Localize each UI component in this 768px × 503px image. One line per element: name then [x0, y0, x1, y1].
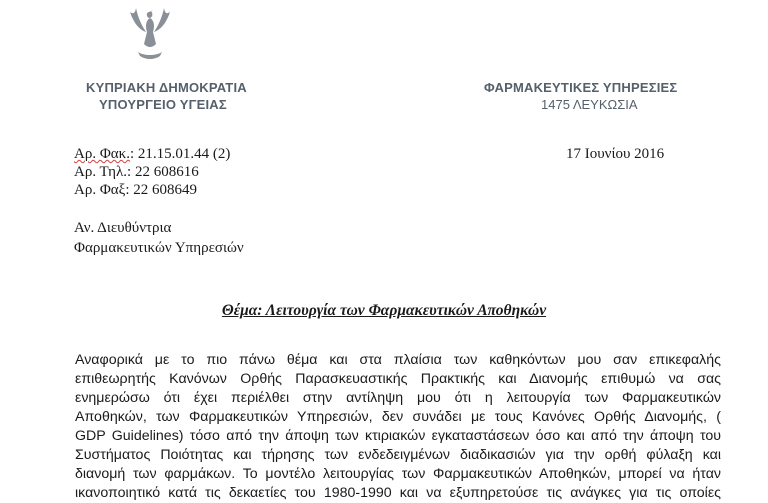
- fax-reference: Αρ. Φαξ: 22 608649: [74, 182, 197, 198]
- letter-date: 17 Ιουνίου 2016: [566, 146, 665, 162]
- letterhead-country: ΚΥΠΡΙΑΚΗ ΔΗΜΟΚΡΑΤΙΑ: [86, 80, 247, 95]
- body-line: GDP Guidelines) τόσο από την άποψη των κτιριακών εγκαταστάσεων όσο και από την άποψη του: [75, 428, 721, 444]
- letterhead-address: 1475 ΛΕΥΚΩΣΙΑ: [541, 97, 638, 112]
- body-line: επιθεωρητής Κανόνων Ορθής Παρασκευαστικής Πρακτικής και Διανομής επιθυμώ να σας: [75, 371, 721, 387]
- file-reference: Αρ. Φακ.: 21.15.01.44 (2): [74, 146, 231, 162]
- coat-of-arms-emblem: [124, 2, 176, 62]
- recipient-title: Αν. Διευθύντρια: [74, 220, 172, 236]
- letterhead-ministry: ΥΠΟΥΡΓΕΙΟ ΥΓΕΙΑΣ: [99, 97, 227, 112]
- body-line: Αναφορικά με το πιο πάνω θέμα και στα πλαίσια των καθηκόντων μου σαν επικεφαλής: [75, 352, 721, 368]
- recipient-department: Φαρμακευτικών Υπηρεσιών: [74, 240, 244, 256]
- body-line: ενημερώσω ότι έχει περιέλθει στην αντίληψη μου ότι η λειτουργία των Φαρμακευτικών: [75, 390, 721, 406]
- body-line: Συστήματος Ποιότητας και τήρησης των ενδεδειγμένων διαδικασιών για την ορθή φύλαξη και: [75, 447, 721, 463]
- tel-reference: Αρ. Τηλ.: 22 608616: [74, 164, 199, 180]
- subject-heading: Θέμα: Λειτουργία των Φαρμακευτικών Αποθηκών: [221, 302, 547, 319]
- body-line: Αποθηκών, των Φαρμακευτικών Υπηρεσιών, δεν συνάδει με τους Κανόνες Ορθής Διανομής, (: [75, 409, 721, 425]
- body-line: ικανοποιητικό κατά τις δεκαετίες του 1980-1990 και να εξυπηρετούσε τις ανάγκες για τις οποίες: [75, 485, 721, 501]
- body-line: διανομή των φαρμάκων. Το μοντέλο λειτουργίας των Φαρμακευτικών Αποθηκών, μπορεί να ήταν: [75, 466, 721, 482]
- letterhead-department: ΦΑΡΜΑΚΕΥΤΙΚΕΣ ΥΠΗΡΕΣΙΕΣ: [484, 80, 678, 95]
- letter-body: [75, 351, 721, 503]
